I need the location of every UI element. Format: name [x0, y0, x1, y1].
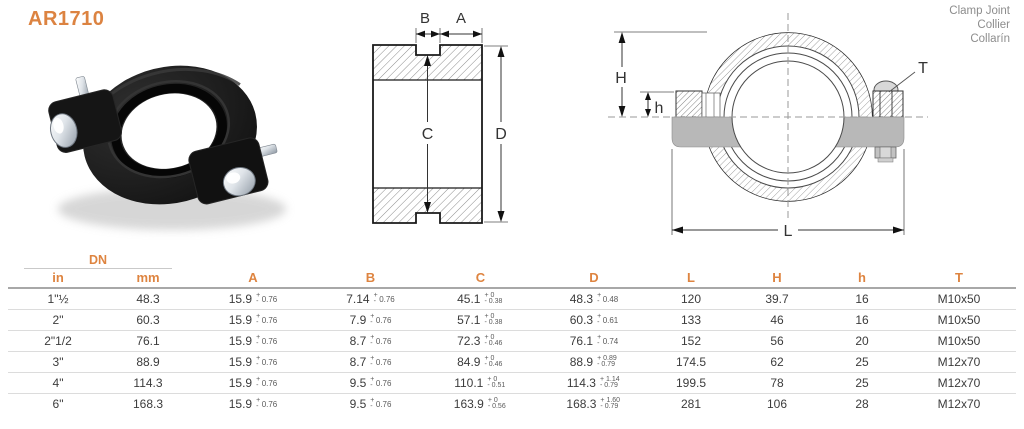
dim-label-h-lower: h — [654, 100, 664, 117]
tol-minus: - 0.56 — [487, 403, 506, 410]
cell-in: 2"1/2 — [44, 334, 72, 348]
tolerance — [488, 398, 507, 411]
value: 110.1 — [454, 376, 484, 390]
value: 48.3 — [569, 292, 594, 306]
value: 76.1 — [569, 334, 594, 348]
value: 84.9 — [457, 355, 481, 369]
cell-l: 120 — [680, 292, 702, 306]
dim-label-b: B — [419, 10, 431, 27]
dim-label-l: L — [783, 223, 793, 240]
cell-c — [423, 334, 538, 348]
cell-mm: 48.3 — [136, 292, 160, 306]
value: 168.3 — [566, 397, 597, 411]
tol-plus: + 0 — [484, 312, 495, 320]
arrow-b-right — [431, 31, 440, 38]
tolerance — [370, 377, 391, 390]
header-d: D — [589, 270, 599, 285]
cell-h-upper: 39.7 — [765, 292, 789, 306]
dim-label-h-upper: H — [615, 70, 627, 87]
arrow-b-left — [416, 31, 425, 38]
tol-minus: - — [597, 319, 600, 326]
tolerance — [484, 314, 503, 327]
tolerance — [484, 335, 503, 348]
arrow-h-down — [619, 106, 626, 117]
cell-d — [538, 334, 650, 348]
left-bolt-slot — [702, 93, 720, 117]
tol-plus: + — [256, 333, 261, 341]
tol-minus: - 0.51 — [487, 382, 506, 389]
cell-a — [188, 397, 318, 411]
value: 7.9 — [349, 313, 367, 327]
tol-minus: - 0.79 — [599, 382, 618, 389]
arrow-h-up — [619, 32, 626, 43]
tol-value: 0.76 — [261, 399, 278, 409]
value: 15.9 — [228, 355, 253, 369]
arrow-l-left — [672, 227, 683, 234]
cell-h-upper: 56 — [770, 334, 784, 348]
cell-h-upper: 46 — [770, 313, 784, 327]
table-row — [8, 373, 1016, 394]
bolt-nut-base — [878, 158, 893, 162]
header-l: L — [687, 270, 695, 285]
cell-c — [423, 376, 538, 390]
cell-h-upper: 78 — [770, 376, 784, 390]
tol-plus: + — [597, 333, 602, 341]
cell-h-upper: 62 — [770, 355, 784, 369]
cell-h-lower: 25 — [855, 355, 869, 369]
header-in: in — [52, 270, 64, 285]
arrow-l-right — [893, 227, 904, 234]
tol-value: 0.76 — [261, 336, 278, 346]
cell-in: 3" — [52, 355, 64, 369]
cell-l: 174.5 — [675, 355, 707, 369]
tolerance — [484, 293, 503, 306]
tolerance — [256, 314, 277, 327]
tol-minus: - — [256, 361, 259, 368]
cell-t: M12x70 — [937, 397, 981, 411]
cell-b — [318, 292, 423, 306]
tol-plus: + 1.60 — [600, 396, 621, 404]
tolerance — [370, 398, 391, 411]
cell-in: 4" — [52, 376, 64, 390]
value: 88.9 — [569, 355, 594, 369]
cell-h-lower: 25 — [855, 376, 869, 390]
tol-value: 0.76 — [261, 378, 278, 388]
tol-minus: - — [256, 403, 259, 410]
cell-l: 199.5 — [675, 376, 707, 390]
cell-h-lower: 16 — [855, 292, 869, 306]
cell-in: 2" — [52, 313, 64, 327]
cell-mm: 76.1 — [136, 334, 160, 348]
cell-b — [318, 397, 423, 411]
tol-plus: + 0 — [484, 291, 495, 299]
value: 114.3 — [566, 376, 596, 390]
tolerance — [374, 293, 395, 306]
value: 15.9 — [228, 376, 253, 390]
tol-value: 0.76 — [261, 357, 278, 367]
tol-minus: - 0.79 — [597, 361, 615, 368]
tol-plus: + — [370, 396, 375, 404]
cell-a — [188, 334, 318, 348]
cell-a — [188, 313, 318, 327]
tolerance — [256, 398, 277, 411]
table-row — [8, 310, 1016, 331]
cell-c — [423, 397, 538, 411]
value: 15.9 — [228, 313, 253, 327]
product-photo — [30, 45, 320, 245]
tolerance — [484, 356, 503, 369]
header-h-upper: H — [772, 270, 782, 285]
cell-in: 6" — [52, 397, 64, 411]
tol-minus: - — [370, 403, 373, 410]
leader-t — [889, 72, 915, 92]
arrow-a-left — [440, 31, 449, 38]
cell-a — [188, 376, 318, 390]
tol-value: 0.76 — [375, 399, 392, 409]
cell-mm: 114.3 — [133, 376, 163, 390]
value: 8.7 — [349, 334, 367, 348]
tol-plus: + — [370, 312, 375, 320]
cell-mm: 168.3 — [132, 397, 164, 411]
tol-value: 0.76 — [261, 315, 278, 325]
arrow-hl-down — [645, 109, 651, 117]
value: 57.1 — [457, 313, 481, 327]
table-row — [8, 352, 1016, 373]
tol-value: 0.76 — [379, 294, 395, 304]
tol-value: 0.76 — [261, 294, 278, 304]
front-view-drawing — [594, 5, 1024, 250]
tolerance — [487, 377, 506, 390]
tol-minus: - — [370, 319, 373, 326]
tol-minus: - 0.46 — [484, 340, 503, 347]
tol-plus: + — [256, 312, 261, 320]
arrow-hl-up — [645, 92, 651, 100]
cell-d — [538, 292, 650, 306]
tol-plus: + — [256, 291, 261, 299]
cell-l: 152 — [680, 334, 702, 348]
table-row — [8, 394, 1016, 414]
tol-plus: + — [370, 333, 375, 341]
tol-minus: - — [256, 319, 259, 326]
tolerance — [597, 293, 618, 306]
value: 15.9 — [228, 334, 253, 348]
header-h-lower: h — [858, 270, 866, 285]
cell-l: 281 — [680, 397, 702, 411]
cell-a — [188, 292, 318, 306]
table-row — [8, 331, 1016, 352]
tolerance — [370, 335, 391, 348]
dimensions-table — [8, 253, 1016, 414]
header-b: B — [365, 270, 376, 285]
dim-label-t: T — [918, 60, 928, 77]
product-name-fr: Collier — [977, 19, 1010, 31]
tol-plus: + — [370, 375, 375, 383]
cell-mm: 60.3 — [136, 313, 160, 327]
cell-t: M10x50 — [937, 292, 981, 306]
cell-b — [318, 334, 423, 348]
right-flange — [873, 91, 903, 117]
value: 9.5 — [349, 397, 367, 411]
header-mm: mm — [136, 270, 160, 285]
cell-a — [188, 355, 318, 369]
tol-value: 0.76 — [375, 336, 392, 346]
cell-h-lower: 16 — [855, 313, 869, 327]
cell-b — [318, 313, 423, 327]
tolerance — [600, 377, 621, 390]
cell-t: M10x50 — [937, 334, 981, 348]
dim-label-a: A — [455, 10, 467, 27]
left-flange — [676, 91, 702, 117]
dim-label-d: D — [495, 126, 507, 143]
cell-t: M12x70 — [937, 355, 981, 369]
tol-minus: - 0.46 — [484, 361, 503, 368]
value: 9.5 — [349, 376, 367, 390]
cell-b — [318, 355, 423, 369]
value: 72.3 — [457, 334, 481, 348]
tol-plus: + — [370, 354, 375, 362]
value: 45.1 — [457, 292, 481, 306]
tol-minus: - — [370, 361, 373, 368]
tol-plus: + 0 — [487, 375, 498, 383]
tol-plus: + — [597, 312, 602, 320]
tolerance — [597, 314, 618, 327]
tol-minus: - — [256, 382, 259, 389]
section-drawing — [338, 3, 523, 245]
page-title: AR1710 — [28, 8, 105, 30]
tol-minus: - 0.38 — [484, 298, 503, 305]
product-name-en: Clamp Joint — [949, 5, 1010, 17]
tol-plus: + 0 — [484, 333, 495, 341]
cell-h-lower: 20 — [855, 334, 869, 348]
header-t: T — [955, 270, 963, 285]
cell-in: 1"½ — [47, 292, 69, 306]
dim-label-c: C — [421, 126, 434, 143]
value: 15.9 — [228, 292, 253, 306]
table-row — [8, 289, 1016, 310]
tol-plus: + 0.89 — [597, 354, 617, 362]
value: 7.14 — [346, 292, 370, 306]
cell-t: M10x50 — [937, 313, 981, 327]
tolerance — [597, 356, 618, 369]
cell-c — [423, 355, 538, 369]
cell-h-lower: 28 — [855, 397, 869, 411]
tol-minus: - 0.38 — [484, 319, 503, 326]
arrow-d-down — [498, 211, 505, 222]
cell-mm: 88.9 — [136, 355, 160, 369]
cell-d — [538, 397, 650, 411]
tolerance — [370, 314, 391, 327]
value: 60.3 — [569, 313, 594, 327]
header-a: A — [248, 270, 258, 285]
tol-minus: - — [373, 298, 376, 305]
tol-value: 0.76 — [375, 315, 392, 325]
tolerance — [256, 377, 277, 390]
cell-l: 133 — [680, 313, 702, 327]
cell-h-upper: 106 — [766, 397, 788, 411]
tol-minus: - — [370, 382, 373, 389]
tol-plus: + 0 — [484, 354, 495, 362]
tolerance — [256, 293, 277, 306]
tol-minus: - — [597, 340, 600, 347]
cell-t: M12x70 — [937, 376, 981, 390]
tol-value: 0.76 — [375, 378, 392, 388]
bolt-nut-face — [880, 147, 891, 158]
tol-plus: + — [373, 291, 378, 299]
cell-d — [538, 376, 650, 390]
tolerance — [597, 335, 618, 348]
tolerance — [256, 335, 277, 348]
cell-c — [423, 313, 538, 327]
tol-minus: - — [597, 298, 600, 305]
cell-d — [538, 313, 650, 327]
value: 8.7 — [349, 355, 367, 369]
value: 163.9 — [453, 397, 484, 411]
header-c: C — [475, 270, 486, 285]
tol-value: 0.74 — [602, 336, 619, 346]
cell-c — [423, 292, 538, 306]
value: 15.9 — [228, 397, 253, 411]
arrow-a-right — [473, 31, 482, 38]
arrow-d-up — [498, 46, 505, 57]
tol-minus: - — [256, 298, 259, 305]
tol-plus: + — [256, 396, 261, 404]
cell-d — [538, 355, 650, 369]
tol-minus: - — [256, 340, 259, 347]
table-header — [8, 253, 1016, 289]
tolerance — [256, 356, 277, 369]
tol-plus: + — [597, 291, 602, 299]
tolerance — [370, 356, 391, 369]
tol-value: 0.48 — [602, 294, 619, 304]
tol-value: 0.61 — [602, 315, 619, 325]
tol-plus: + 1.14 — [599, 375, 620, 383]
tolerance — [600, 398, 621, 411]
tol-plus: + 0 — [487, 396, 498, 404]
tol-value: 0.76 — [375, 357, 392, 367]
product-name-es: Collarín — [970, 33, 1010, 45]
header-dn: DN — [24, 253, 172, 269]
tol-minus: - 0.79 — [600, 403, 619, 410]
tol-plus: + — [256, 375, 261, 383]
tol-plus: + — [256, 354, 261, 362]
tol-minus: - — [370, 340, 373, 347]
cell-b — [318, 376, 423, 390]
